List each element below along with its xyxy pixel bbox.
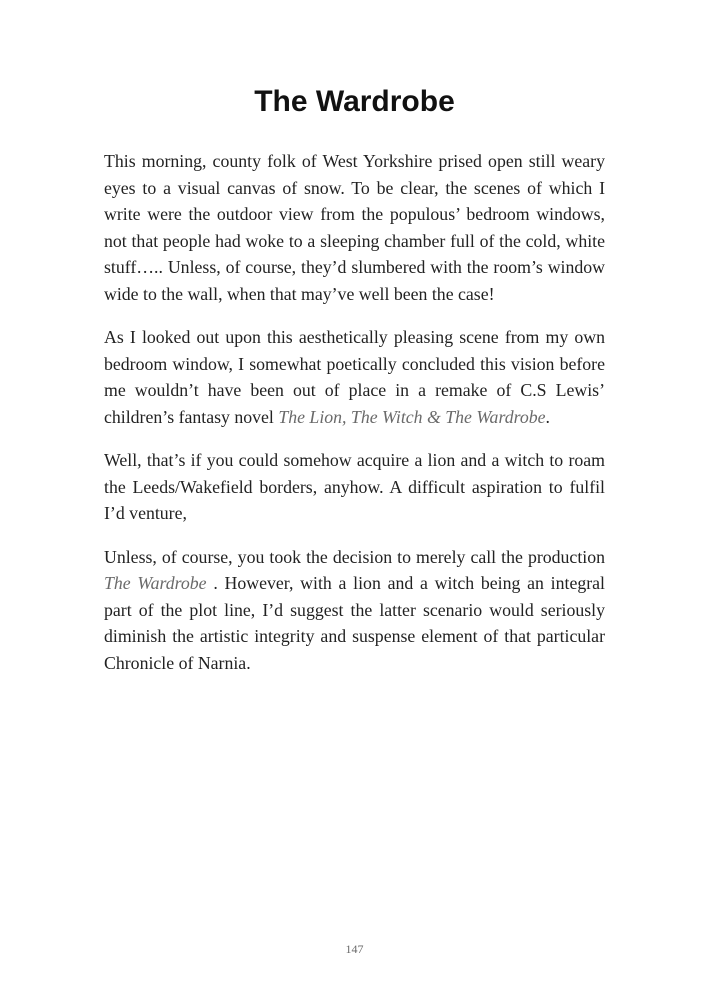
paragraph-3-text: Well, that’s if you could somehow acquire a lion and a witch to roam the Leeds/Wakefield borders, anyhow. A difficult aspiration to fulfil I’d venture, [104,450,605,523]
paragraph-3 [104,447,605,527]
paragraph-4-text: Unless, of course, you took the decision to merely call the production [104,546,605,567]
book-title-reference: The Lion, The Witch & The Wardrobe [278,406,546,427]
paragraph-2 [104,324,605,430]
paragraph-2-text: As I looked out upon this aesthetically pleasing scene from my own bedroom window, I somewhat poetically concluded this vision before me wouldn’t have been out of place in a remake of C.S Lewis’ children’s fantasy novel [104,327,605,427]
chapter-title: The Wardrobe [254,85,455,118]
paragraph-4-end: . However, with a lion and a witch being an integral part of the plot line, I’d suggest the latter scenario would seriously diminish the artistic integrity and suspense element of that particular Chronicle of Narnia. [104,573,605,673]
production-title-reference: The Wardrobe [104,573,207,593]
paragraph-4 [104,544,605,677]
paragraph-2-end: . [545,406,550,427]
paragraph-1-text: This morning, county folk of West Yorkshire prised open still weary eyes to a visual canvas of snow. To be clear, the scenes of which I write were the outdoor view from the populous’ bedroom windows, not that people had woke to a sleeping chamber full of the cold, white stuff….. Unless, of course, they’d slumbered with the room’s window wide to the wall, when that may’ve well been the case! [104,151,605,304]
chapter-body [104,148,605,693]
paragraph-1 [104,148,605,307]
page-number: 147 [345,942,364,956]
